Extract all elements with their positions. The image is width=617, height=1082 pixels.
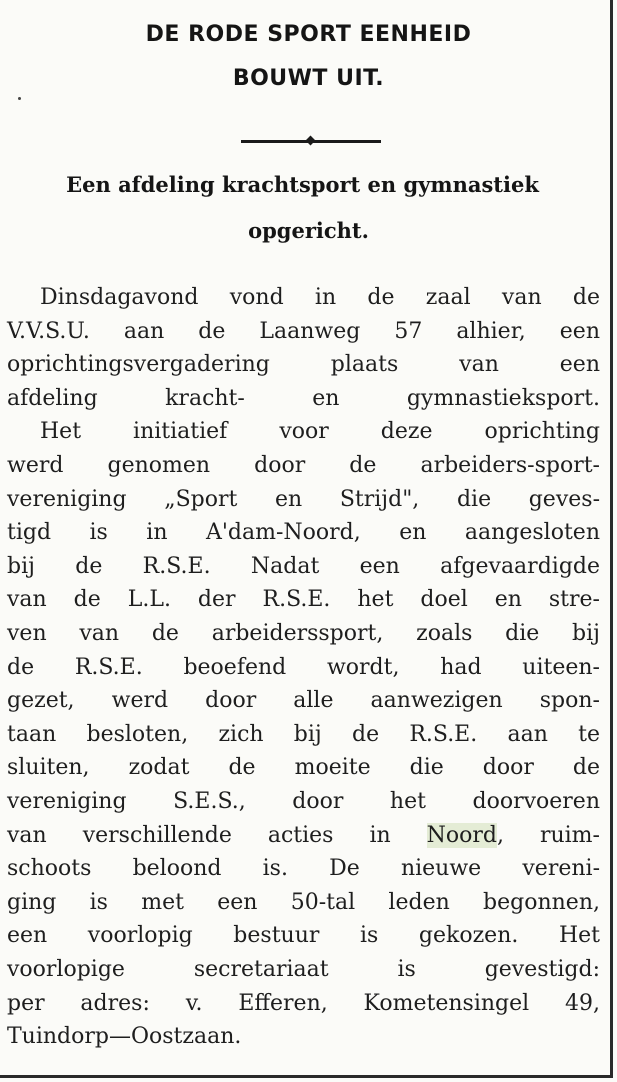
article-line: voorlopige secretariaat is gevestigd: xyxy=(7,957,600,982)
article-line: de R.S.E. beoefend wordt, had uiteen- xyxy=(7,654,600,680)
article-line: per adres: v. Efferen, Kometensingel 49, xyxy=(7,990,600,1016)
article-line: oprichtingsvergadering plaats van een xyxy=(7,352,600,378)
article-line: van de L.L. der R.S.E. het doel en stre- xyxy=(7,587,600,613)
subheadline-line-2: opgericht. xyxy=(248,218,369,243)
article-line: Dinsdagavond vond in de zaal van de xyxy=(40,285,600,310)
article-line: een voorlopig bestuur is gekozen. Het xyxy=(7,923,600,949)
article-line: afdeling kracht- en gymnastieksport. xyxy=(7,385,600,411)
article-line: gezet, werd door alle aanwezigen spon- xyxy=(7,688,600,714)
highlighted-word: Noord xyxy=(426,822,497,848)
article-line: ging is met een 50-tal leden begonnen, xyxy=(7,889,600,915)
article-line: taan besloten, zich bij de R.S.E. aan te xyxy=(7,721,600,747)
article-line: schoots beloond is. De nieuwe vereni- xyxy=(7,856,600,882)
subheadline-line-1: Een afdeling krachtsport en gymnastiek xyxy=(66,172,539,197)
article-line: Tuindorp—Oostzaan. xyxy=(7,1024,242,1050)
divider-ornament-icon xyxy=(306,136,316,146)
article-line: sluiten, zodat de moeite die door de xyxy=(7,755,600,781)
article-line: ven van de arbeiderssport, zoals die bij xyxy=(7,621,600,646)
article-line: werd genomen door de arbeiders-sport- xyxy=(7,453,600,478)
article-line: van verschillende acties in Noord, ruim- xyxy=(7,822,600,848)
headline-line-1: DE RODE SPORT EENHEID xyxy=(145,22,472,47)
article-line: tigd is in A'dam-Noord, en aangesloten xyxy=(7,520,600,546)
headline-line-2: BOUWT UIT. xyxy=(232,66,385,91)
article-line: Het initiatief voor deze oprichting xyxy=(40,419,600,445)
article-line: vereniging S.E.S., door het doorvoeren xyxy=(7,789,600,814)
article-line: bij de R.S.E. Nadat een afgevaardigde xyxy=(7,553,600,579)
print-speck xyxy=(18,97,21,100)
article-line: vereniging „Sport en Strijd", die geves- xyxy=(7,486,600,512)
article-line: V.V.S.U. aan de Laanweg 57 alhier, een xyxy=(7,318,600,344)
